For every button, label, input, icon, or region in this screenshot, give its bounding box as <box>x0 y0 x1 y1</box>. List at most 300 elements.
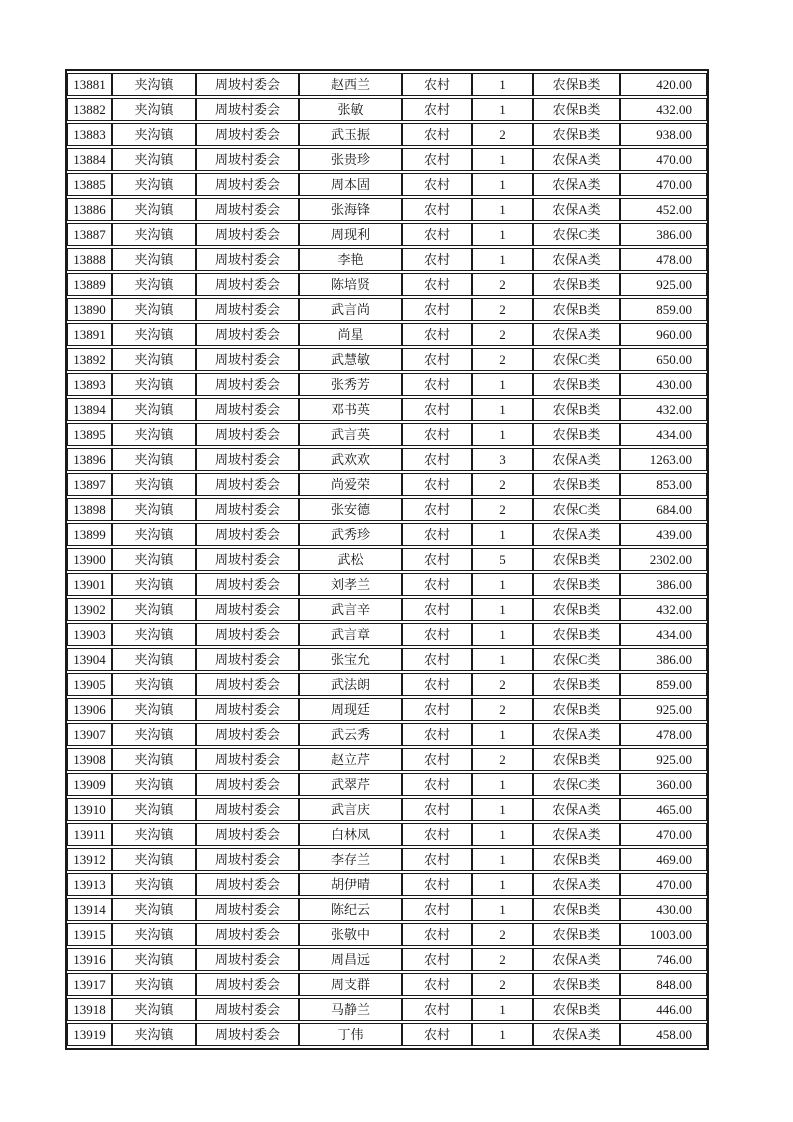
cell-village-committee: 周坡村委会 <box>196 398 299 421</box>
cell-person-count: 1 <box>472 423 533 446</box>
cell-amount: 465.00 <box>620 798 707 821</box>
cell-serial-number: 13885 <box>67 173 112 196</box>
cell-person-name: 武翠芹 <box>299 773 402 796</box>
cell-person-name: 李艳 <box>299 248 402 271</box>
cell-insurance-category: 农保B类 <box>533 273 620 296</box>
cell-amount: 432.00 <box>620 398 707 421</box>
cell-village-committee: 周坡村委会 <box>196 723 299 746</box>
pension-roster-table <box>65 69 709 1050</box>
cell-insurance-category: 农保B类 <box>533 573 620 596</box>
cell-insurance-category: 农保C类 <box>533 648 620 671</box>
cell-village-committee: 周坡村委会 <box>196 148 299 171</box>
cell-person-count: 3 <box>472 448 533 471</box>
cell-village-committee: 周坡村委会 <box>196 173 299 196</box>
cell-person-name: 周现廷 <box>299 698 402 721</box>
cell-insurance-category: 农保B类 <box>533 548 620 571</box>
cell-person-count: 2 <box>472 923 533 946</box>
table-row <box>67 398 707 421</box>
cell-town: 夹沟镇 <box>112 773 196 796</box>
cell-amount: 458.00 <box>620 1023 707 1046</box>
cell-serial-number: 13913 <box>67 873 112 896</box>
cell-residence-type: 农村 <box>402 298 472 321</box>
cell-person-name: 尚爱荣 <box>299 473 402 496</box>
cell-town: 夹沟镇 <box>112 523 196 546</box>
table-row <box>67 348 707 371</box>
cell-person-count: 1 <box>472 248 533 271</box>
cell-amount: 470.00 <box>620 823 707 846</box>
cell-residence-type: 农村 <box>402 123 472 146</box>
cell-person-name: 白林凤 <box>299 823 402 846</box>
table-row <box>67 648 707 671</box>
table-row <box>67 523 707 546</box>
cell-residence-type: 农村 <box>402 323 472 346</box>
cell-serial-number: 13890 <box>67 298 112 321</box>
cell-residence-type: 农村 <box>402 823 472 846</box>
cell-serial-number: 13915 <box>67 923 112 946</box>
cell-residence-type: 农村 <box>402 373 472 396</box>
cell-residence-type: 农村 <box>402 973 472 996</box>
cell-serial-number: 13883 <box>67 123 112 146</box>
cell-residence-type: 农村 <box>402 498 472 521</box>
cell-town: 夹沟镇 <box>112 848 196 871</box>
cell-town: 夹沟镇 <box>112 548 196 571</box>
cell-person-name: 武慧敏 <box>299 348 402 371</box>
table-row <box>67 373 707 396</box>
cell-amount: 478.00 <box>620 723 707 746</box>
cell-serial-number: 13893 <box>67 373 112 396</box>
cell-person-name: 邓书英 <box>299 398 402 421</box>
cell-person-name: 张敏 <box>299 98 402 121</box>
cell-village-committee: 周坡村委会 <box>196 523 299 546</box>
cell-town: 夹沟镇 <box>112 223 196 246</box>
cell-insurance-category: 农保B类 <box>533 373 620 396</box>
table-row <box>67 223 707 246</box>
cell-serial-number: 13906 <box>67 698 112 721</box>
cell-insurance-category: 农保A类 <box>533 1023 620 1046</box>
cell-insurance-category: 农保B类 <box>533 848 620 871</box>
cell-insurance-category: 农保A类 <box>533 323 620 346</box>
cell-person-name: 周本固 <box>299 173 402 196</box>
cell-village-committee: 周坡村委会 <box>196 298 299 321</box>
cell-insurance-category: 农保B类 <box>533 298 620 321</box>
cell-town: 夹沟镇 <box>112 573 196 596</box>
cell-serial-number: 13904 <box>67 648 112 671</box>
cell-person-count: 1 <box>472 398 533 421</box>
cell-amount: 446.00 <box>620 998 707 1021</box>
cell-town: 夹沟镇 <box>112 348 196 371</box>
table-row <box>67 898 707 921</box>
cell-town: 夹沟镇 <box>112 623 196 646</box>
cell-residence-type: 农村 <box>402 898 472 921</box>
cell-person-name: 马静兰 <box>299 998 402 1021</box>
cell-village-committee: 周坡村委会 <box>196 98 299 121</box>
cell-person-count: 1 <box>472 523 533 546</box>
cell-amount: 925.00 <box>620 748 707 771</box>
table-row <box>67 98 707 121</box>
cell-town: 夹沟镇 <box>112 398 196 421</box>
cell-amount: 430.00 <box>620 373 707 396</box>
cell-residence-type: 农村 <box>402 148 472 171</box>
cell-person-count: 1 <box>472 373 533 396</box>
cell-serial-number: 13903 <box>67 623 112 646</box>
cell-amount: 386.00 <box>620 223 707 246</box>
cell-insurance-category: 农保B类 <box>533 398 620 421</box>
cell-person-name: 赵立芹 <box>299 748 402 771</box>
cell-person-count: 1 <box>472 898 533 921</box>
cell-residence-type: 农村 <box>402 98 472 121</box>
cell-serial-number: 13908 <box>67 748 112 771</box>
table-row <box>67 473 707 496</box>
cell-person-name: 武玉振 <box>299 123 402 146</box>
cell-person-name: 胡伊晴 <box>299 873 402 896</box>
cell-residence-type: 农村 <box>402 223 472 246</box>
cell-person-count: 2 <box>472 673 533 696</box>
cell-town: 夹沟镇 <box>112 823 196 846</box>
cell-person-name: 张海锋 <box>299 198 402 221</box>
cell-village-committee: 周坡村委会 <box>196 848 299 871</box>
cell-serial-number: 13898 <box>67 498 112 521</box>
table-body <box>67 73 707 1046</box>
cell-residence-type: 农村 <box>402 473 472 496</box>
cell-amount: 650.00 <box>620 348 707 371</box>
cell-town: 夹沟镇 <box>112 973 196 996</box>
table-row <box>67 973 707 996</box>
cell-town: 夹沟镇 <box>112 148 196 171</box>
cell-town: 夹沟镇 <box>112 73 196 96</box>
cell-village-committee: 周坡村委会 <box>196 373 299 396</box>
cell-residence-type: 农村 <box>402 348 472 371</box>
cell-person-name: 武松 <box>299 548 402 571</box>
cell-serial-number: 13900 <box>67 548 112 571</box>
cell-person-count: 1 <box>472 648 533 671</box>
cell-village-committee: 周坡村委会 <box>196 73 299 96</box>
cell-person-count: 1 <box>472 573 533 596</box>
cell-person-count: 2 <box>472 298 533 321</box>
cell-insurance-category: 农保B类 <box>533 673 620 696</box>
cell-serial-number: 13909 <box>67 773 112 796</box>
table-row <box>67 873 707 896</box>
cell-person-count: 1 <box>472 173 533 196</box>
cell-person-count: 2 <box>472 498 533 521</box>
cell-town: 夹沟镇 <box>112 448 196 471</box>
cell-town: 夹沟镇 <box>112 1023 196 1046</box>
cell-village-committee: 周坡村委会 <box>196 248 299 271</box>
table-row <box>67 823 707 846</box>
cell-residence-type: 农村 <box>402 398 472 421</box>
cell-person-name: 张秀芳 <box>299 373 402 396</box>
cell-insurance-category: 农保B类 <box>533 748 620 771</box>
cell-village-committee: 周坡村委会 <box>196 973 299 996</box>
cell-person-name: 武言辛 <box>299 598 402 621</box>
cell-serial-number: 13884 <box>67 148 112 171</box>
table-row <box>67 248 707 271</box>
cell-person-count: 2 <box>472 973 533 996</box>
cell-serial-number: 13891 <box>67 323 112 346</box>
cell-serial-number: 13905 <box>67 673 112 696</box>
cell-person-name: 张敬中 <box>299 923 402 946</box>
cell-insurance-category: 农保B类 <box>533 98 620 121</box>
cell-amount: 1263.00 <box>620 448 707 471</box>
cell-insurance-category: 农保B类 <box>533 923 620 946</box>
cell-person-name: 武秀珍 <box>299 523 402 546</box>
table-row <box>67 273 707 296</box>
cell-residence-type: 农村 <box>402 573 472 596</box>
cell-serial-number: 13897 <box>67 473 112 496</box>
cell-insurance-category: 农保C类 <box>533 498 620 521</box>
cell-insurance-category: 农保A类 <box>533 948 620 971</box>
cell-village-committee: 周坡村委会 <box>196 223 299 246</box>
table-row <box>67 698 707 721</box>
table-row <box>67 923 707 946</box>
cell-town: 夹沟镇 <box>112 173 196 196</box>
cell-insurance-category: 农保A类 <box>533 448 620 471</box>
cell-person-count: 1 <box>472 823 533 846</box>
table-row <box>67 173 707 196</box>
cell-residence-type: 农村 <box>402 648 472 671</box>
cell-town: 夹沟镇 <box>112 998 196 1021</box>
table-row <box>67 198 707 221</box>
cell-town: 夹沟镇 <box>112 948 196 971</box>
cell-person-name: 陈培贤 <box>299 273 402 296</box>
cell-serial-number: 13886 <box>67 198 112 221</box>
table-row <box>67 623 707 646</box>
cell-serial-number: 13894 <box>67 398 112 421</box>
table-row <box>67 573 707 596</box>
cell-serial-number: 13888 <box>67 248 112 271</box>
cell-person-name: 刘孝兰 <box>299 573 402 596</box>
cell-insurance-category: 农保A类 <box>533 523 620 546</box>
cell-village-committee: 周坡村委会 <box>196 873 299 896</box>
cell-residence-type: 农村 <box>402 948 472 971</box>
cell-amount: 848.00 <box>620 973 707 996</box>
cell-person-name: 周支群 <box>299 973 402 996</box>
cell-village-committee: 周坡村委会 <box>196 573 299 596</box>
cell-town: 夹沟镇 <box>112 673 196 696</box>
cell-serial-number: 13918 <box>67 998 112 1021</box>
cell-person-name: 丁伟 <box>299 1023 402 1046</box>
cell-town: 夹沟镇 <box>112 598 196 621</box>
cell-serial-number: 13892 <box>67 348 112 371</box>
cell-residence-type: 农村 <box>402 623 472 646</box>
cell-residence-type: 农村 <box>402 748 472 771</box>
cell-village-committee: 周坡村委会 <box>196 498 299 521</box>
cell-village-committee: 周坡村委会 <box>196 273 299 296</box>
cell-residence-type: 农村 <box>402 723 472 746</box>
cell-village-committee: 周坡村委会 <box>196 548 299 571</box>
cell-serial-number: 13895 <box>67 423 112 446</box>
cell-amount: 859.00 <box>620 298 707 321</box>
cell-residence-type: 农村 <box>402 248 472 271</box>
cell-person-name: 武言章 <box>299 623 402 646</box>
cell-amount: 470.00 <box>620 873 707 896</box>
table-row <box>67 998 707 1021</box>
cell-person-count: 1 <box>472 73 533 96</box>
cell-village-committee: 周坡村委会 <box>196 673 299 696</box>
table-row <box>67 323 707 346</box>
cell-residence-type: 农村 <box>402 173 472 196</box>
cell-insurance-category: 农保B类 <box>533 623 620 646</box>
cell-residence-type: 农村 <box>402 698 472 721</box>
cell-person-count: 1 <box>472 773 533 796</box>
cell-amount: 938.00 <box>620 123 707 146</box>
cell-person-count: 1 <box>472 848 533 871</box>
cell-residence-type: 农村 <box>402 673 472 696</box>
cell-serial-number: 13901 <box>67 573 112 596</box>
cell-amount: 452.00 <box>620 198 707 221</box>
cell-person-count: 1 <box>472 873 533 896</box>
cell-amount: 420.00 <box>620 73 707 96</box>
cell-person-count: 1 <box>472 1023 533 1046</box>
table-row <box>67 423 707 446</box>
cell-person-name: 武言英 <box>299 423 402 446</box>
table-row <box>67 448 707 471</box>
cell-residence-type: 农村 <box>402 798 472 821</box>
cell-insurance-category: 农保B类 <box>533 973 620 996</box>
cell-insurance-category: 农保B类 <box>533 423 620 446</box>
cell-serial-number: 13881 <box>67 73 112 96</box>
cell-insurance-category: 农保A类 <box>533 148 620 171</box>
cell-insurance-category: 农保B类 <box>533 698 620 721</box>
cell-insurance-category: 农保A类 <box>533 823 620 846</box>
cell-village-committee: 周坡村委会 <box>196 648 299 671</box>
cell-village-committee: 周坡村委会 <box>196 323 299 346</box>
cell-serial-number: 13887 <box>67 223 112 246</box>
table-row <box>67 123 707 146</box>
cell-serial-number: 13911 <box>67 823 112 846</box>
cell-insurance-category: 农保A类 <box>533 198 620 221</box>
cell-insurance-category: 农保C类 <box>533 223 620 246</box>
cell-serial-number: 13889 <box>67 273 112 296</box>
cell-town: 夹沟镇 <box>112 323 196 346</box>
cell-town: 夹沟镇 <box>112 248 196 271</box>
cell-person-count: 2 <box>472 748 533 771</box>
cell-insurance-category: 农保A类 <box>533 723 620 746</box>
cell-insurance-category: 农保A类 <box>533 873 620 896</box>
cell-residence-type: 农村 <box>402 548 472 571</box>
cell-person-count: 1 <box>472 148 533 171</box>
cell-amount: 684.00 <box>620 498 707 521</box>
table-row <box>67 298 707 321</box>
cell-residence-type: 农村 <box>402 73 472 96</box>
cell-amount: 960.00 <box>620 323 707 346</box>
cell-person-count: 1 <box>472 623 533 646</box>
cell-village-committee: 周坡村委会 <box>196 598 299 621</box>
cell-town: 夹沟镇 <box>112 648 196 671</box>
cell-residence-type: 农村 <box>402 873 472 896</box>
cell-village-committee: 周坡村委会 <box>196 823 299 846</box>
cell-town: 夹沟镇 <box>112 498 196 521</box>
table-row <box>67 548 707 571</box>
cell-person-count: 2 <box>472 698 533 721</box>
cell-person-name: 张贵珍 <box>299 148 402 171</box>
cell-village-committee: 周坡村委会 <box>196 1023 299 1046</box>
cell-town: 夹沟镇 <box>112 698 196 721</box>
cell-insurance-category: 农保B类 <box>533 898 620 921</box>
cell-town: 夹沟镇 <box>112 423 196 446</box>
cell-village-committee: 周坡村委会 <box>196 348 299 371</box>
table-row <box>67 948 707 971</box>
cell-amount: 470.00 <box>620 173 707 196</box>
cell-person-count: 1 <box>472 198 533 221</box>
cell-person-count: 2 <box>472 348 533 371</box>
cell-person-count: 5 <box>472 548 533 571</box>
cell-residence-type: 农村 <box>402 998 472 1021</box>
cell-serial-number: 13907 <box>67 723 112 746</box>
cell-insurance-category: 农保A类 <box>533 798 620 821</box>
cell-amount: 434.00 <box>620 423 707 446</box>
cell-town: 夹沟镇 <box>112 123 196 146</box>
cell-town: 夹沟镇 <box>112 273 196 296</box>
cell-insurance-category: 农保C类 <box>533 348 620 371</box>
cell-person-count: 1 <box>472 98 533 121</box>
cell-residence-type: 农村 <box>402 1023 472 1046</box>
table-row <box>67 748 707 771</box>
cell-village-committee: 周坡村委会 <box>196 448 299 471</box>
cell-town: 夹沟镇 <box>112 923 196 946</box>
cell-town: 夹沟镇 <box>112 798 196 821</box>
cell-town: 夹沟镇 <box>112 723 196 746</box>
cell-village-committee: 周坡村委会 <box>196 998 299 1021</box>
cell-town: 夹沟镇 <box>112 373 196 396</box>
cell-amount: 432.00 <box>620 98 707 121</box>
cell-residence-type: 农村 <box>402 273 472 296</box>
cell-person-count: 1 <box>472 598 533 621</box>
cell-insurance-category: 农保B类 <box>533 73 620 96</box>
cell-amount: 386.00 <box>620 648 707 671</box>
cell-person-count: 2 <box>472 473 533 496</box>
cell-person-name: 武欢欢 <box>299 448 402 471</box>
cell-amount: 439.00 <box>620 523 707 546</box>
cell-village-committee: 周坡村委会 <box>196 198 299 221</box>
cell-village-committee: 周坡村委会 <box>196 898 299 921</box>
cell-serial-number: 13919 <box>67 1023 112 1046</box>
cell-serial-number: 13882 <box>67 98 112 121</box>
cell-amount: 1003.00 <box>620 923 707 946</box>
cell-town: 夹沟镇 <box>112 98 196 121</box>
table-row <box>67 848 707 871</box>
cell-village-committee: 周坡村委会 <box>196 748 299 771</box>
cell-serial-number: 13914 <box>67 898 112 921</box>
cell-village-committee: 周坡村委会 <box>196 798 299 821</box>
cell-residence-type: 农村 <box>402 523 472 546</box>
cell-serial-number: 13917 <box>67 973 112 996</box>
cell-amount: 2302.00 <box>620 548 707 571</box>
cell-insurance-category: 农保A类 <box>533 248 620 271</box>
cell-person-name: 武法朗 <box>299 673 402 696</box>
cell-town: 夹沟镇 <box>112 298 196 321</box>
cell-residence-type: 农村 <box>402 923 472 946</box>
cell-amount: 853.00 <box>620 473 707 496</box>
cell-person-count: 1 <box>472 998 533 1021</box>
cell-person-count: 1 <box>472 723 533 746</box>
table-row <box>67 773 707 796</box>
cell-town: 夹沟镇 <box>112 473 196 496</box>
cell-person-count: 1 <box>472 223 533 246</box>
cell-person-name: 李存兰 <box>299 848 402 871</box>
cell-person-name: 周昌远 <box>299 948 402 971</box>
cell-amount: 434.00 <box>620 623 707 646</box>
cell-residence-type: 农村 <box>402 598 472 621</box>
cell-amount: 470.00 <box>620 148 707 171</box>
cell-town: 夹沟镇 <box>112 898 196 921</box>
cell-town: 夹沟镇 <box>112 873 196 896</box>
cell-person-name: 尚星 <box>299 323 402 346</box>
cell-person-name: 周现利 <box>299 223 402 246</box>
cell-person-name: 武言庆 <box>299 798 402 821</box>
cell-amount: 925.00 <box>620 273 707 296</box>
cell-insurance-category: 农保B类 <box>533 998 620 1021</box>
table-row <box>67 1023 707 1046</box>
